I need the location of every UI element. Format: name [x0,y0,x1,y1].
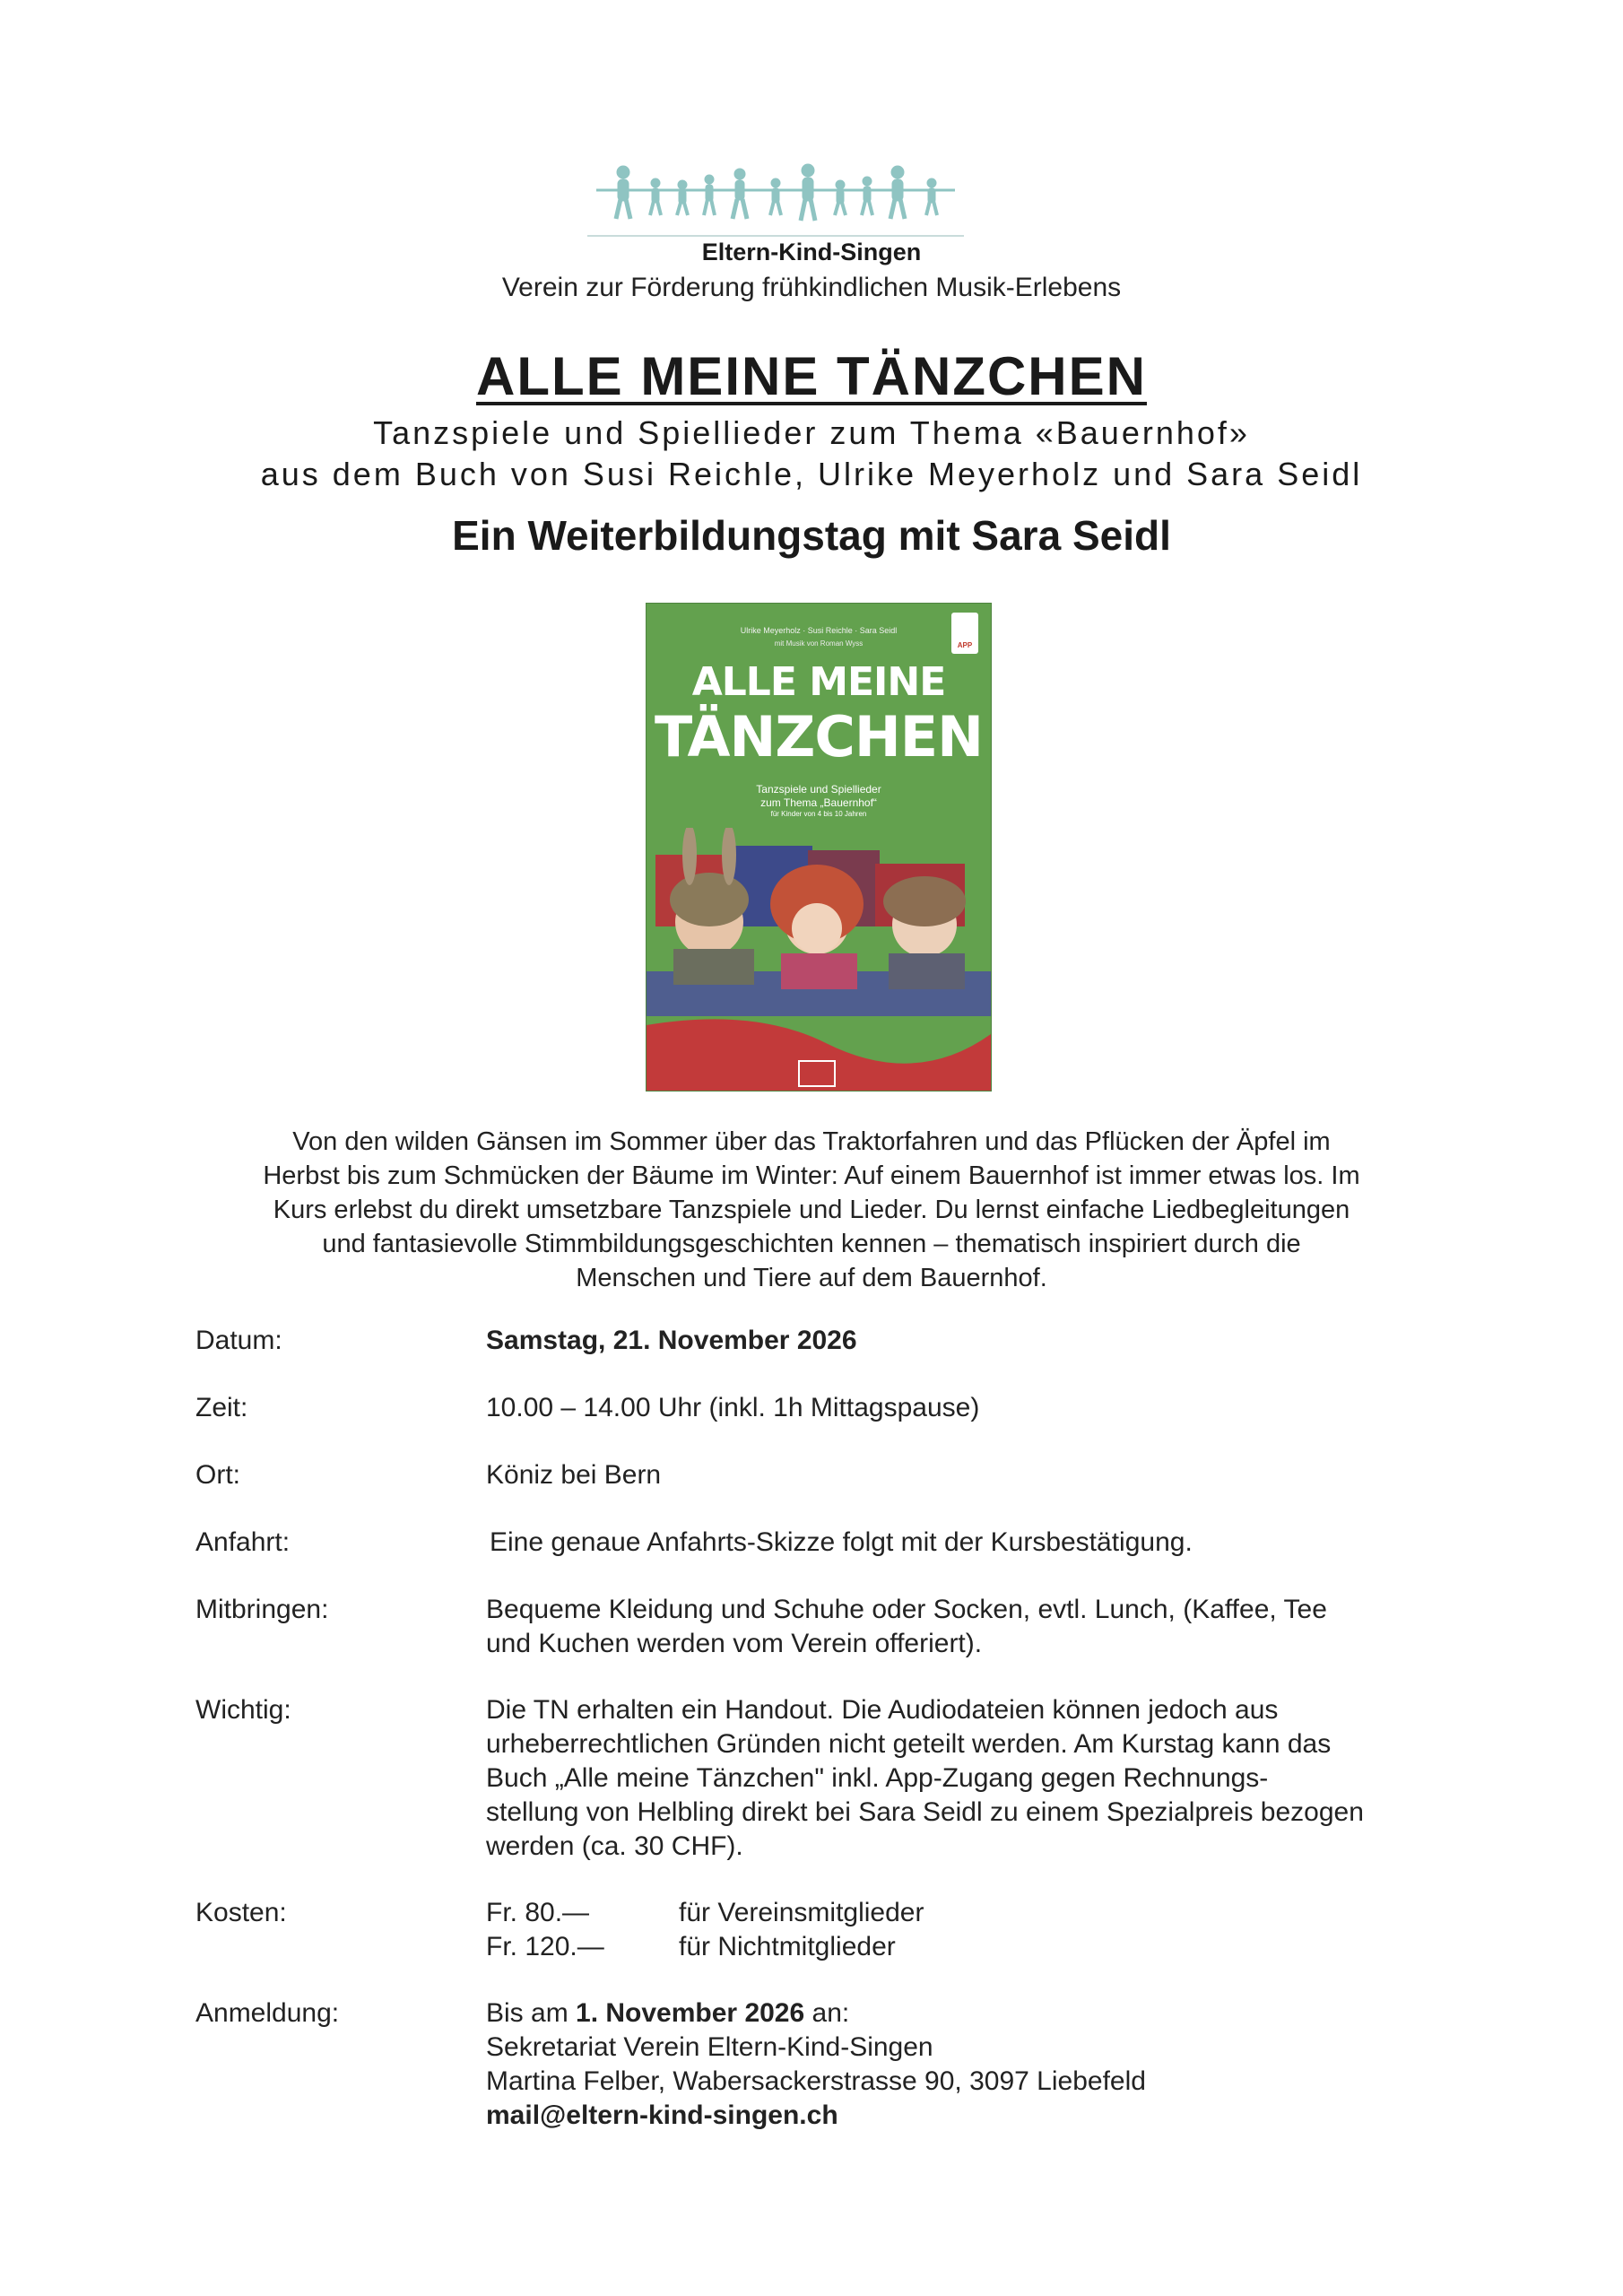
description-line: und fantasievolle Stimmbildungsgeschichten kennen – thematisch inspiriert durch die [322,1230,1301,1258]
cost-amount: Fr. 80.— [486,1898,590,1927]
description-line: Menschen und Tiere auf dem Bauernhof. [576,1264,1047,1292]
detail-line: Die TN erhalten ein Handout. Die Audiodateien können jedoch aus [486,1695,1279,1725]
detail-value-directions: Eine genaue Anfahrts-Skizze folgt mit der Kursbestätigung. [490,1527,1193,1557]
cost-line [486,1930,1481,1964]
detail-line: werden (ca. 30 CHF). [486,1831,743,1861]
registration-address: Martina Felber, Wabersackerstrasse 90, 3097 Liebefeld [486,2066,1146,2096]
description-line: Herbst bis zum Schmücken der Bäume im Winter: Auf einem Bauernhof ist immer etwas los. Im [263,1161,1360,1190]
registration-prefix: Bis am [486,1998,577,2028]
description-line: Kurs erlebst du direkt umsetzbare Tanzspiele und Lieder. Du lernst einfache Liedbegleitungen [273,1196,1350,1224]
detail-label: Datum: [195,1326,282,1355]
book-subtitle-3: für Kinder von 4 bis 10 Jahren [770,810,867,818]
registration-org: Sekretariat Verein Eltern-Kind-Singen [486,2032,933,2062]
course-description [161,1125,1462,1295]
detail-value-time: 10.00 – 14.00 Uhr (inkl. 1h Mittagspause) [486,1393,980,1422]
detail-line: Bequeme Kleidung und Schuhe oder Socken, evtl. Lunch, (Kaffee, Tee [486,1595,1327,1624]
description-line: Von den wilden Gänsen im Sommer über das Traktorfahren und das Pflücken der Äpfel im [292,1127,1331,1156]
detail-line: Buch „Alle meine Tänzchen" inkl. App-Zugang gegen Rechnungs- [486,1763,1269,1793]
cost-group: für Nichtmitglieder [679,1932,896,1961]
detail-line: urheberrechtlichen Gründen nicht geteilt werden. Am Kurstag kann das [486,1729,1332,1759]
book-title-line-2: TÄNZCHEN [655,704,983,770]
detail-line: und Kuchen werden vom Verein offeriert). [486,1629,983,1658]
detail-value-bring [486,1593,1481,1661]
cost-line [486,1896,1481,1930]
detail-label: Wichtig: [195,1695,291,1725]
cost-amount: Fr. 120.— [486,1932,604,1961]
book-title-line-1: ALLE MEINE [691,659,946,705]
subtitle-line-2: aus dem Buch von Susi Reichle, Ulrike Meyerholz und Sara Seidl [260,456,1363,492]
detail-label: Mitbringen: [195,1595,329,1624]
page-title: ALLE MEINE TÄNZCHEN [476,346,1147,406]
course-headline: Ein Weiterbildungstag mit Sara Seidl [452,512,1171,559]
book-cover-image [646,603,992,1091]
registration-suffix: an: [804,1998,850,2028]
org-name: Eltern-Kind-Singen [701,239,922,265]
logo-family-figures-icon [587,163,964,226]
book-authors: Ulrike Meyerholz · Susi Reichle · Sara Seidl [740,626,898,635]
detail-label: Ort: [195,1460,240,1490]
detail-line: stellung von Helbling direkt bei Sara Seidl zu einem Spezialpreis bezogen [486,1797,1364,1827]
detail-value-location: Köniz bei Bern [486,1460,662,1490]
book-subtitle-2: zum Thema „Bauernhof“ [760,796,877,809]
detail-value-costs [486,1896,1481,1964]
detail-label: Anfahrt: [195,1527,291,1557]
cost-group: für Vereinsmitglieder [679,1898,924,1927]
detail-label: Kosten: [195,1898,287,1927]
book-cover-photo [647,828,991,1091]
registration-deadline: 1. November 2026 [576,1998,805,2028]
logo-divider [587,235,964,237]
detail-value-date: Samstag, 21. November 2026 [486,1326,857,1355]
detail-value-important [486,1693,1481,1864]
registration-email-link[interactable]: mail@eltern-kind-singen.ch [486,2100,838,2130]
detail-label: Anmeldung: [195,1998,340,2028]
app-label: APP [957,641,973,649]
book-music-note: mit Musik von Roman Wyss [774,639,864,648]
org-tagline: Verein zur Förderung frühkindlichen Musik-Erlebens [501,273,1122,302]
book-subtitle-1: Tanzspiele und Spiellieder [756,783,881,796]
subtitle-line-1: Tanzspiele und Spiellieder zum Thema «Bauernhof» [373,414,1250,451]
registration-deadline-line [486,1996,1481,2031]
detail-label: Zeit: [195,1393,248,1422]
detail-value-registration [486,1996,1481,2133]
